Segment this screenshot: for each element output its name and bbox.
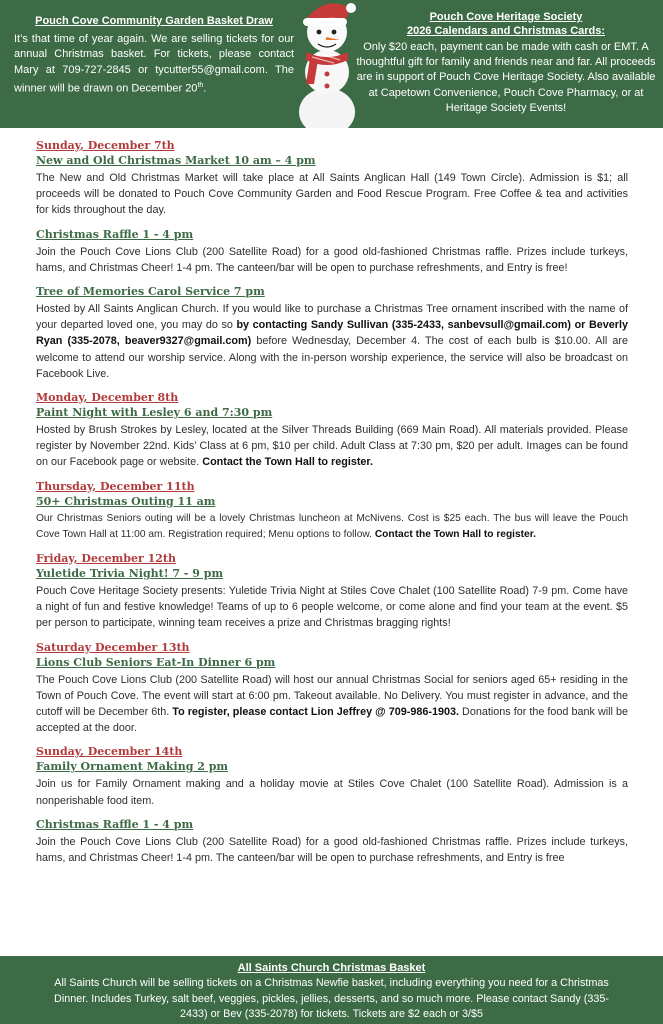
event-date: Thursday, December 11th [36,479,195,493]
event-date: Sunday, December 14th [36,745,183,759]
heritage-society-notice [356,10,656,116]
top-banner [0,0,663,128]
event-title: Christmas Raffle 1 - 4 pm [36,817,194,831]
garden-basket-end: . [203,82,207,95]
event-title: New and Old Christmas Market 10 am – 4 pm [36,154,316,167]
garden-basket-body [14,32,294,97]
event-description: Join the Pouch Cove Lions Club (200 Satellite Road) for a good old-fashioned Christmas raffle. Prizes include turkeys, hams, and Christmas Cheer! 1-4 pm. The canteen/bar will be open to purchase refreshments, and Entry is free [36,835,628,865]
event-description: Join the Pouch Cove Lions Club (200 Satellite Road) for a good old-fashioned Christmas raffle. Prizes include turkeys, hams, and Christmas Cheer! 1-4 pm. The canteen/bar will be open to purchase refreshments, and Entry is free! [36,245,628,274]
snowman-icon [294,0,360,128]
event-description-text: Hosted by Brush Strokes by Lesley, located at the Silver Threads Building (669 Main Road). All materials provided. Please register by November 22nd. Kids’ Class at 6 pm, $10 per child. Adult Class at 7:30 pm, $20 per adult. Images can be found on our Facebook page or website. [36,424,628,469]
event-item [36,390,628,471]
event-description-text: before Wednesday, December 4. The cost of each bulb is $10.00. All are welcome to attend our worship service. Along with the in-person worship experience, the service will also be broadcast on Facebook Live. [36,335,629,380]
event-title: Lions Club Seniors Eat-In Dinner 6 pm [36,655,276,669]
event-item [36,640,628,737]
church-basket-title: All Saints Church Christmas Basket [237,962,426,974]
church-basket-body: All Saints Church will be selling tickets on a Christmas Newfie basket, including everything you need for a Christmas Dinner. Includes Turkey, salt beef, veggies, pickles, jellies, desserts, and so much more. Please contact Sandy (335-2433) or Bev (335-2078) for tickets. Tickets are $2 each or 3/$5 [54,977,609,1020]
event-description-text: The Pouch Cove Lions Club (200 Satellite Road) will host our annual Christmas Social for seniors aged 65+ residing in the Town of Pouch Cove. The event will start at 6:00 pm. Takeout available. No Delivery. You must register in advance, and the cutoff will be December 6th. [36,673,628,719]
event-item [36,479,628,543]
event-description: The New and Old Christmas Market will take place at All Saints Anglican Hall (149 Town Circle). Admission is $1; all proceeds will be donated to Pouch Cove Community Garden and Food Rescue Program. Free Coffee & tea and activities for kids throughout the day. [36,172,628,217]
event-item [36,284,628,382]
event-description [36,672,628,737]
event-item [36,227,628,276]
event-description: Pouch Cove Heritage Society presents: Yuletide Trivia Night at Stiles Cove Chalet (100 Satellite Road) 7-9 pm. Come have a night of fun and festive knowledge! Teams of up to 6 people welcome, or come alone and find your team at the event. $5 per person to participate, winning team receives a prize and Christmas bragging rights! [36,585,628,630]
event-title: 50+ Christmas Outing 11 am [36,494,216,508]
event-title: Tree of Memories Carol Service 7 pm [36,285,265,299]
event-description-text: Our Christmas Seniors outing will be a lovely Christmas luncheon at McNivens. Cost is $25 each. The bus will leave the Pouch Cove Town Hall at 11:00 am. Registration required; Menu options to follow. [36,512,628,540]
event-date: Friday, December 12th [36,552,176,566]
event-date: Saturday December 13th [36,640,190,654]
heritage-title-line1: Pouch Cove Heritage Society [429,11,583,23]
event-description [36,422,628,471]
event-title: Paint Night with Lesley 6 and 7:30 pm [36,406,273,420]
event-description-text: Hosted by All Saints Anglican Church. If you would like to purchase a Christmas Tree ornament inscribed with the name of your departed loved one, you may do so [36,303,628,332]
garden-basket-notice [14,14,294,97]
event-item [36,817,628,866]
event-description-text: Donations for the food bank will be accepted at the door. [36,706,628,735]
event-title: Christmas Raffle 1 - 4 pm [36,227,194,241]
heritage-title-line2: 2026 Calendars and Christmas Cards: [406,25,606,37]
event-description [36,301,628,382]
event-item [36,138,628,219]
event-contact: Contact the Town Hall to register. [202,456,374,469]
event-contact: Contact the Town Hall to register. [374,528,536,540]
bottom-banner [0,956,663,1024]
event-description: Join us for Family Ornament making and a holiday movie at Stiles Cove Chalet (100 Satellite Road). Admission is a nonperishable food item. [36,778,628,807]
event-title: Yuletide Trivia Night! 7 - 9 pm [36,567,224,581]
event-contact: To register, please contact Lion Jeffrey @ 709-986-1903. [172,706,459,719]
event-item [36,744,628,808]
event-item [36,551,628,632]
heritage-body: Only $20 each, payment can be made with cash or EMT. A thoughtful gift for family and friends near and far. All proceeds are in support of Pouch Cove Heritage Society. Also available at Capetown Convenience, Pouch Cove Pharmacy, or at Heritage Society Events! [356,41,656,114]
event-date: Monday, December 8th [36,391,179,405]
garden-basket-sup: th [197,82,204,90]
garden-basket-title: Pouch Cove Community Garden Basket Draw [35,15,273,27]
events-list [36,138,628,874]
event-date: Sunday, December 7th [36,139,175,152]
event-contact: by contacting Sandy Sullivan (335-2433, sanbevsull@gmail.com) or Beverly Ryan (335-2078, beaver9327@gmail.com) [36,319,628,348]
event-description [36,511,628,543]
event-title: Family Ornament Making 2 pm [36,760,229,774]
garden-basket-text: It’s that time of year again. We are selling tickets for our annual Christmas basket. For tickets, please contact Mary at 709-727-2845 or tycutter55@gmail.com. The winner will be drawn on December 20 [14,33,294,95]
